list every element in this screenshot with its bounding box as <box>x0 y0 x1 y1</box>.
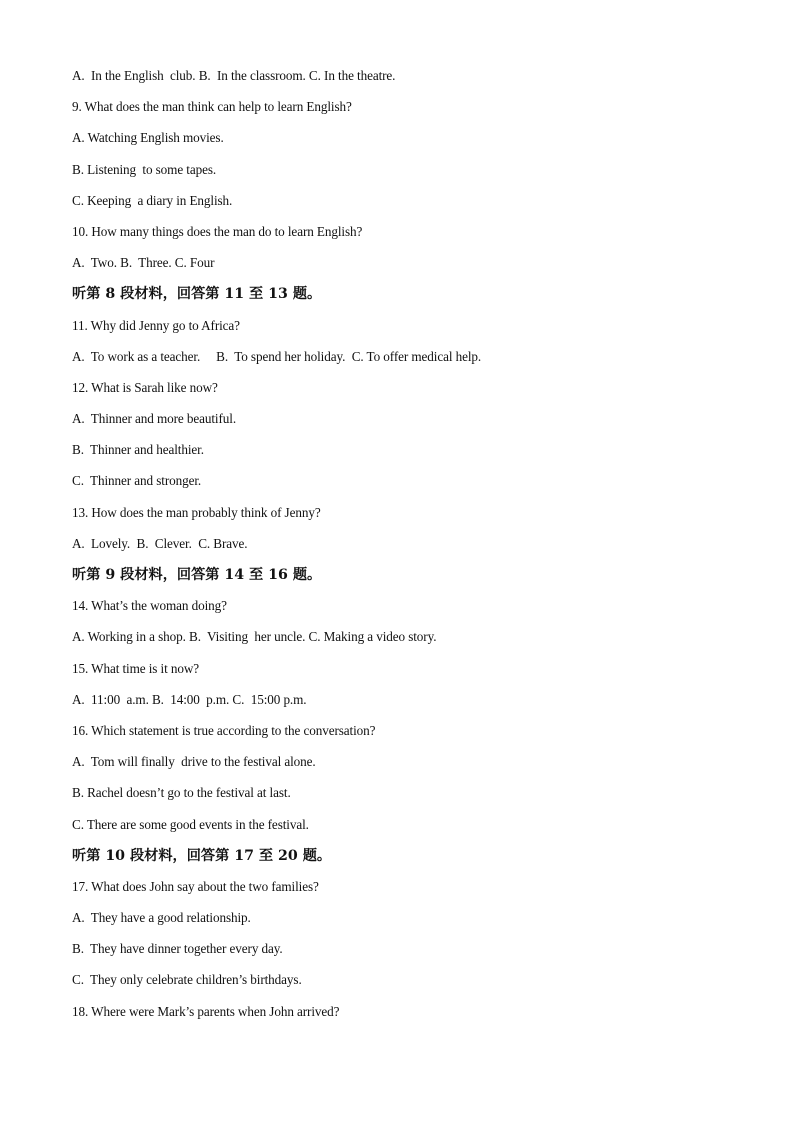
option-line: C. They only celebrate children’s birthdays. <box>72 972 302 988</box>
option-line: B. Thinner and healthier. <box>72 442 204 458</box>
question-line: 9. What does the man think can help to learn English? <box>72 99 352 115</box>
option-line: B. Rachel doesn’t go to the festival at last. <box>72 785 291 801</box>
option-line: A. Lovely. B. Clever. C. Brave. <box>72 535 248 551</box>
option-line: A. Watching English movies. <box>72 130 224 146</box>
option-line: A. In the English club. B. In the classroom. C. In the theatre. <box>72 68 396 83</box>
exam-page <box>72 64 752 1031</box>
question-line: 15. What time is it now? <box>72 660 200 676</box>
question-line: 14. What’s the woman doing? <box>72 598 227 614</box>
section-heading: 听第 10 段材料，回答第 17 至 20 题。 <box>72 847 332 864</box>
question-line: 10. How many things does the man do to learn English? <box>72 223 363 239</box>
option-line: C. There are some good events in the festival. <box>72 816 309 832</box>
question-line: 11. Why did Jenny go to Africa? <box>72 317 240 333</box>
option-line: B. They have dinner together every day. <box>72 941 283 957</box>
option-line: A. Working in a shop. B. Visiting her uncle. C. Making a video story. <box>72 629 437 645</box>
question-line: 12. What is Sarah like now? <box>72 379 218 395</box>
option-line: A. Tom will finally drive to the festival alone. <box>72 754 316 770</box>
option-line: A. They have a good relationship. <box>72 910 251 926</box>
section-heading: 听第 9 段材料，回答第 14 至 16 题。 <box>72 567 322 583</box>
option-line: A. 11:00 a.m. B. 14:00 p.m. C. 15:00 p.m. <box>72 691 307 707</box>
question-line: 17. What does John say about the two families? <box>72 878 319 894</box>
option-line: A. Two. B. Three. C. Four <box>72 255 215 271</box>
section-heading: 听第 8 段材料，回答第 11 至 13 题。 <box>72 286 322 303</box>
option-line: B. Listening to some tapes. <box>72 161 217 177</box>
option-line: A. To work as a teacher. B. To spend her holiday. C. To offer medical help. <box>72 348 482 364</box>
question-line: 16. Which statement is true according to the conversation? <box>72 722 376 738</box>
option-line: C. Keeping a diary in English. <box>72 192 233 208</box>
question-line: 13. How does the man probably think of Jenny? <box>72 504 321 520</box>
option-line: C. Thinner and stronger. <box>72 473 202 489</box>
option-line: A. Thinner and more beautiful. <box>72 411 237 427</box>
question-line: 18. Where were Mark’s parents when John arrived? <box>72 1003 340 1019</box>
